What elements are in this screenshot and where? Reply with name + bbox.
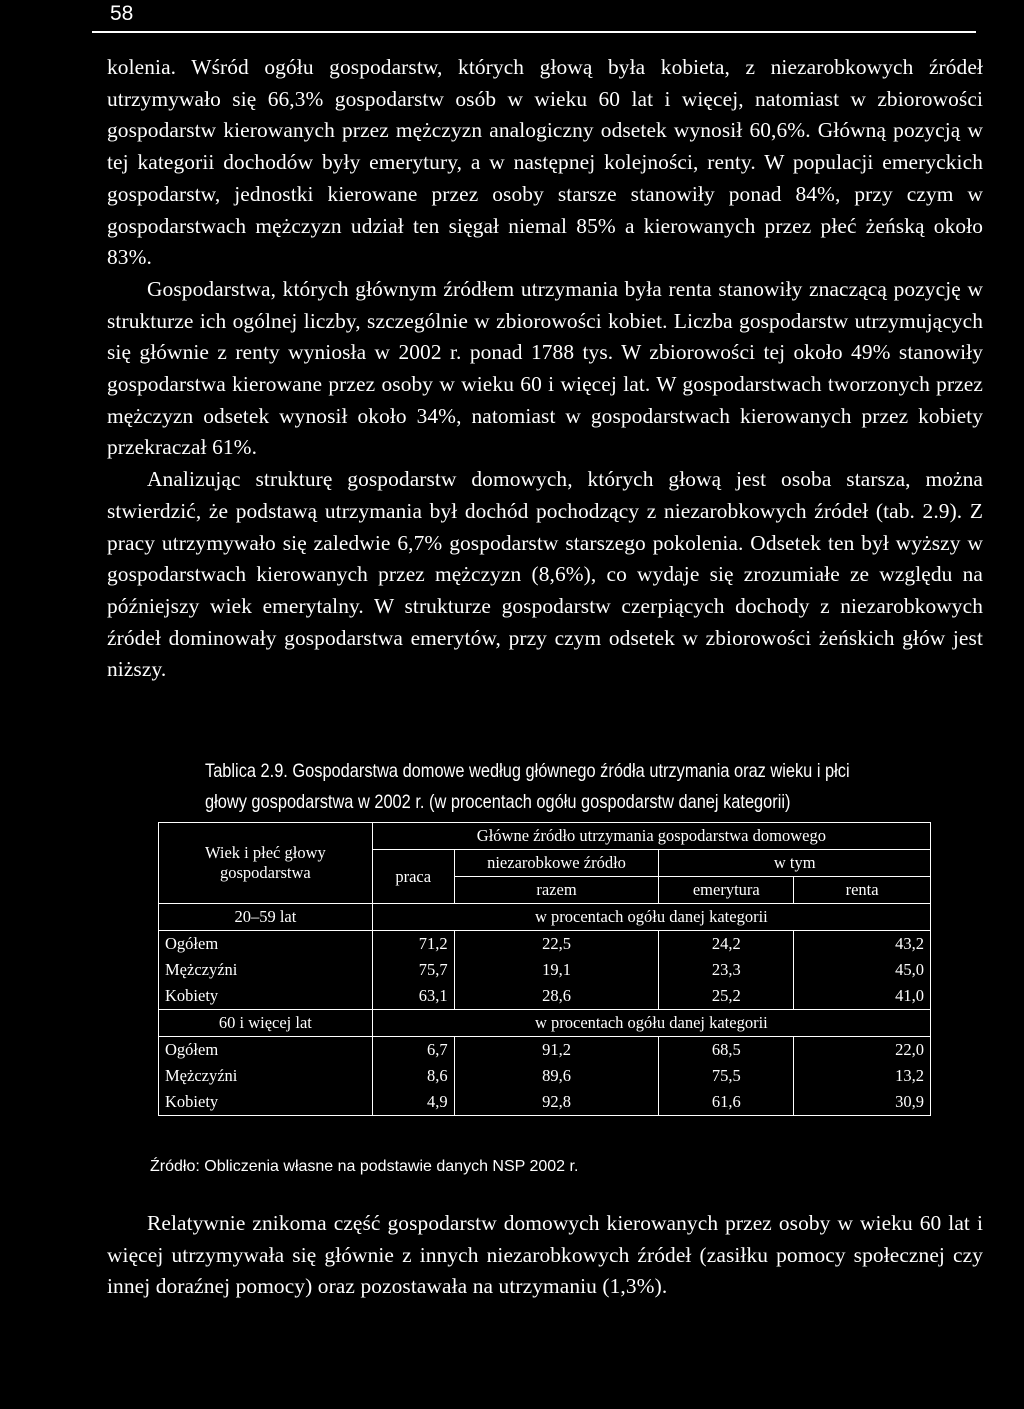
row-label: Ogółem [159,1037,373,1064]
cell-razem: 91,2 [454,1037,659,1064]
body-text-upper [107,52,983,686]
section-note: w procentach ogółu danej kategorii [372,904,930,931]
cell-emerytura: 68,5 [659,1037,794,1064]
header-renta: renta [794,877,931,904]
cell-renta: 30,9 [794,1089,931,1116]
cell-praca: 63,1 [372,983,454,1010]
cell-renta: 41,0 [794,983,931,1010]
header-w-tym: w tym [659,850,931,877]
table-row [159,983,931,1010]
section-note: w procentach ogółu danej kategorii [372,1010,930,1037]
body-text-lower [107,1208,983,1303]
header-niezarobkowe: niezarobkowe źródło [454,850,659,877]
table-row [159,1089,931,1116]
source-note: Źródło: Obliczenia własne na podstawie danych NSP 2002 r. [150,1158,579,1175]
cell-razem: 28,6 [454,983,659,1010]
table-row [159,1063,931,1089]
section-label: 20–59 lat [159,904,373,931]
header-emerytura: emerytura [659,877,794,904]
table-caption-line-1: Tablica 2.9. Gospodarstwa domowe według głównego źródła utrzymania oraz wieku i płci [205,760,850,782]
cell-praca: 71,2 [372,931,454,958]
row-label: Mężczyźni [159,1063,373,1089]
row-label: Kobiety [159,983,373,1010]
cell-emerytura: 75,5 [659,1063,794,1089]
table-row [159,957,931,983]
paragraph: kolenia. Wśród ogółu gospodarstw, których głową była kobieta, z niezarobkowych źródeł utrzymywało się 66,3% gospodarstw osób w wieku 60 lat i więcej, natomiast w zbiorowości gospodarstw kierowanych przez mężczyzn analogiczny odsetek wynosił 60,6%. Główną pozycją w tej kategorii dochodów były emerytury, a w następnej kolejności, renty. W populacji emeryckich gospodarstw, jednostki kierowane przez osoby starsze stanowiły ponad 84%, przy czym w gospodarstwach mężczyzn udział ten sięgał niemal 85% a kierowanych przez płeć żeńską około 83%. [107,55,983,270]
cell-emerytura: 23,3 [659,957,794,983]
data-table [158,822,931,1116]
cell-renta: 45,0 [794,957,931,983]
page-number: 58 [110,2,134,25]
cell-razem: 22,5 [454,931,659,958]
cell-emerytura: 24,2 [659,931,794,958]
cell-praca: 8,6 [372,1063,454,1089]
header-praca: praca [372,850,454,904]
cell-praca: 75,7 [372,957,454,983]
table-caption-line-2: głowy gospodarstwa w 2002 r. (w procentach ogółu gospodarstw danej kategorii) [205,791,791,813]
table-row [159,931,931,958]
cell-razem: 19,1 [454,957,659,983]
header-main: Główne źródło utrzymania gospodarstwa domowego [372,823,930,850]
cell-praca: 4,9 [372,1089,454,1116]
table-row [159,1037,931,1064]
paragraph: Analizując strukturę gospodarstw domowych, których głową jest osoba starsza, można stwierdzić, że podstawą utrzymania był dochód pochodzący z niezarobkowych źródeł (tab. 2.9). Z pracy utrzymywało się zaledwie 6,7% gospodarstw starszego pokolenia. Odsetek ten był wyższy w gospodarstwach kierowanych przez mężczyzn (8,6%), co wydaje się zrozumiałe ze względu na późniejszy wiek emerytalny. W strukturze gospodarstw czerpiących dochody z niezarobkowych źródeł dominowały gospodarstwa emerytów, przy czym odsetek w zbiorowości żeńskich głów jest niższy. [107,467,983,682]
header-rule [92,31,976,33]
cell-emerytura: 61,6 [659,1089,794,1116]
cell-praca: 6,7 [372,1037,454,1064]
header-row-label: Wiek i płeć głowy gospodarstwa [159,823,373,904]
paragraph: Gospodarstwa, których głównym źródłem utrzymania była renta stanowiły znaczącą pozycję w strukturze ich ogólnej liczby, szczególnie w zbiorowości kobiet. Liczba gospodarstw utrzymujących się głównie z renty wyniosła w 2002 r. ponad 1788 tys. W zbiorowości tej około 49% stanowiły gospodarstwa kierowane przez osoby w wieku 60 i więcej lat. W gospodarstwach tworzonych przez mężczyzn odsetek wynosił około 34%, natomiast w gospodarstwach kierowanych przez kobiety przekraczał 61%. [107,276,983,460]
row-label: Kobiety [159,1089,373,1116]
row-label: Ogółem [159,931,373,958]
table-caption [205,756,961,818]
cell-renta: 43,2 [794,931,931,958]
paragraph: Relatywnie znikoma część gospodarstw domowych kierowanych przez osoby w wieku 60 lat i więcej utrzymywała się głównie z innych niezarobkowych źródeł (zasiłku pomocy społecznej czy innej doraźnej pomocy) oraz pozostawała na utrzymaniu (1,3%). [107,1211,983,1299]
row-label: Mężczyźni [159,957,373,983]
cell-razem: 92,8 [454,1089,659,1116]
cell-emerytura: 25,2 [659,983,794,1010]
cell-renta: 13,2 [794,1063,931,1089]
header-razem: razem [454,877,659,904]
cell-renta: 22,0 [794,1037,931,1064]
cell-razem: 89,6 [454,1063,659,1089]
section-label: 60 i więcej lat [159,1010,373,1037]
